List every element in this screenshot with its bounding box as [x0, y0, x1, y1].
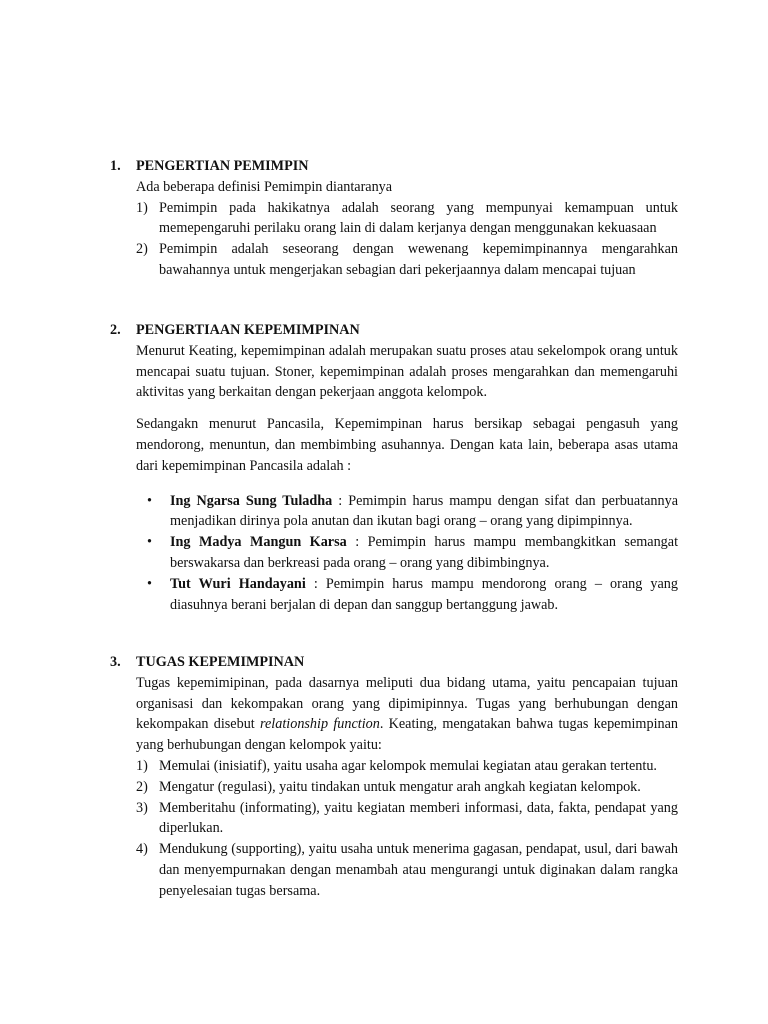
- section-pengertian-pemimpin: [110, 156, 678, 281]
- list-marker: 1): [136, 757, 148, 774]
- bullet-icon: [136, 491, 170, 533]
- paragraph: [136, 673, 678, 756]
- bullet-icon: [136, 574, 170, 616]
- bullet-icon: [136, 532, 170, 574]
- list-item: [136, 198, 678, 240]
- paragraph-text: Tugas kepemimipinan, pada dasarnya meliputi dua bidang utama, yaitu pencapaian tujuan organisasi dan kekompakan orang yang dipimipinnya. Tugas yang berhubungan dengan kekompakan disebut: [136, 674, 678, 733]
- bullet-text: : Pemimpin harus mampu membangkitkan semangat berswakarsa dan berkreasi pada orang – orang yang dibimbingnya.: [170, 534, 679, 571]
- bullet-text: : Pemimpin harus mampu dengan sifat dan perbuatannya menjadikan dirinya pola anutan dan ikutan bagi orang – orang yang dipimpinnya.: [170, 492, 678, 530]
- list-marker: 4): [136, 841, 148, 858]
- list-item-text: Mengatur (regulasi), yaitu tindakan untuk mengatur arah angkah kegiatan kelompok.: [159, 778, 641, 795]
- section-title: PENGERTIAN PEMIMPIN: [136, 158, 309, 174]
- bullet-term: Ing Ngarsa Sung Tuladha: [170, 492, 333, 509]
- section-number: 1.: [110, 158, 121, 174]
- bullet-item: [136, 574, 678, 616]
- section-tugas-kepemimpinan: [110, 652, 678, 902]
- intro-text: Ada beberapa definisi Pemimpin diantaranya: [136, 178, 393, 195]
- definition-list: [136, 198, 678, 281]
- section-heading: [110, 652, 678, 673]
- list-item: [136, 839, 678, 901]
- list-marker: 2): [136, 241, 148, 258]
- list-marker: 1): [136, 199, 148, 216]
- paragraph-text: . Keating, mengatakan bahwa tugas kepemimpinan yang berhubungan dengan kelompok yaitu:: [136, 716, 678, 754]
- section-number: 2.: [110, 322, 121, 338]
- list-item: [136, 239, 678, 281]
- list-item: [136, 777, 678, 798]
- bullet-item: [136, 491, 678, 533]
- list-item: [136, 798, 678, 840]
- bullet-term: Ing Madya Mangun Karsa: [170, 534, 347, 551]
- list-item-text: Memberitahu (informating), yaitu kegiatan memberi informasi, data, fakta, pendapat yang diperlukan.: [159, 799, 678, 837]
- task-list: [136, 756, 678, 902]
- section-title: PENGERTIAAN KEPEMIMPINAN: [136, 322, 360, 338]
- list-item: [136, 756, 678, 777]
- section-number: 3.: [110, 654, 121, 670]
- section-heading: [110, 320, 678, 341]
- list-item-text: Pemimpin pada hakikatnya adalah seorang yang mempunyai kemampuan untuk memepengaruhi perilaku orang lain di dalam kerjanya dengan menggunakan kekuasaan: [159, 199, 678, 237]
- section-heading: [110, 156, 678, 177]
- paragraph: Menurut Keating, kepemimpinan adalah merupakan suatu proses atau sekelompok orang untuk mencapai suatu tujuan. Stoner, kepemimpinan adalah proses mengarahkan dan memengaruhi aktivitas yang berkaitan dengan pekerjaan anggota kelompok.: [136, 342, 678, 401]
- bullet-term: Tut Wuri Handayani: [170, 575, 306, 592]
- list-item-text: Mendukung (supporting), yaitu usaha untuk menerima gagasan, pendapat, usul, dari bawah dan menyempurnakan dengan menambah atau mengurangi untuk diginakan dalam rangka penyelesaian tugas bersama.: [159, 841, 678, 899]
- list-marker: 2): [136, 778, 148, 795]
- bullet-item: [136, 532, 678, 574]
- section-title: TUGAS KEPEMIMPINAN: [136, 654, 305, 670]
- principles-list: [136, 491, 678, 616]
- bullet-text: : Pemimpin harus mampu mendorong orang – orang yang diasuhnya berani berjalan di depan dan sanggup bertanggung jawab.: [170, 575, 678, 613]
- italic-term: relationship function: [260, 716, 380, 733]
- list-item-text: Pemimpin adalah seseorang dengan wewenang kepemimpinannya mengarahkan bawahannya untuk mengerjakan sebagian dari pekerjaannya dalam mencapai tujuan: [159, 241, 678, 278]
- paragraph: Sedangakn menurut Pancasila, Kepemimpinan harus bersikap sebagai pengasuh yang mendorong, menuntun, dan membimbing asuhannya. Dengan kata lain, beberapa asas utama dari kepemimpinan Pancasila adalah :: [136, 416, 678, 474]
- section-pengertian-kepemimpinan: [110, 320, 678, 615]
- list-item-text: Memulai (inisiatif), yaitu usaha agar kelompok memulai kegiatan atau gerakan tertentu.: [159, 757, 657, 774]
- list-marker: 3): [136, 799, 148, 816]
